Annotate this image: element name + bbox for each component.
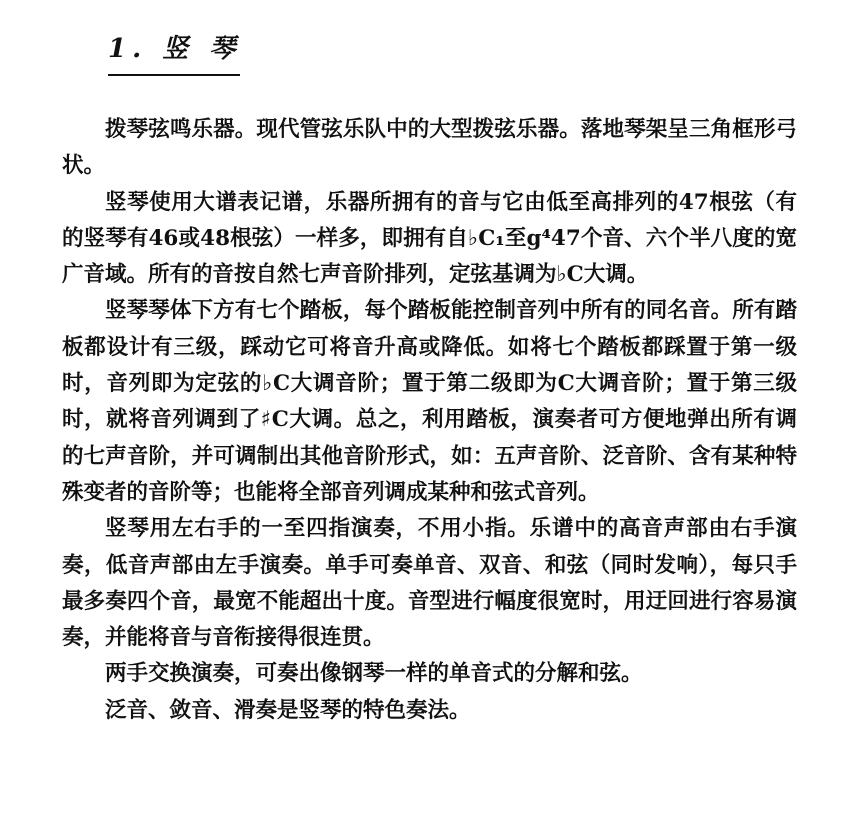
- paragraph-5: 两手交换演奏，可奏出像钢琴一样的单音式的分解和弦。: [105, 661, 643, 687]
- section-heading: 1. 竖 琴: [108, 34, 242, 64]
- paragraph-4: 竖琴用左右手的一至四指演奏，不用小指。乐谱中的高音声部由右手演奏，低音声部由左手演奏。单手可奏单音、双音、和弦（同时发响），每只手最多奏四个音，最宽不能超出十度。音型进行幅度很宽时，用迂回进行容易演奏，并能将音与音衔接得很连贯。: [62, 516, 797, 651]
- paragraph-3: 竖琴琴体下方有七个踏板，每个踏板能控制音列中所有的同名音。所有踏板都设计有三级，踩动它可将音升高或降低。如将七个踏板都踩置于第一级时，音列即为定弦的♭C大调音阶；置于第二级即为C大调音阶；置于第三级时，就将音列调到了♯C大调。总之，利用踏板，演奏者可方便地弹出所有调的七声音阶，并可调制出其他音阶形式，如：五声音阶、泛音阶、含有某种特殊变者的音阶等；也能将全部音列调成某种和弦式音列。: [62, 298, 797, 505]
- paragraph-1: 拨琴弦鸣乐器。现代管弦乐队中的大型拨弦乐器。落地琴架呈三角框形弓状。: [62, 117, 797, 179]
- heading-underline: [108, 74, 240, 76]
- body-text: [62, 112, 797, 723]
- paragraph-2: 竖琴使用大谱表记谱，乐器所拥有的音与它由低至高排列的47根弦（有的竖琴有46或48根弦）一样多，即拥有自♭C₁至g⁴47个音、六个半八度的宽广音域。所有的音按自然七声音阶排列，定弦基调为♭C大调。: [62, 189, 797, 288]
- paragraph-6: 泛音、敛音、滑奏是竖琴的特色奏法。: [105, 697, 471, 723]
